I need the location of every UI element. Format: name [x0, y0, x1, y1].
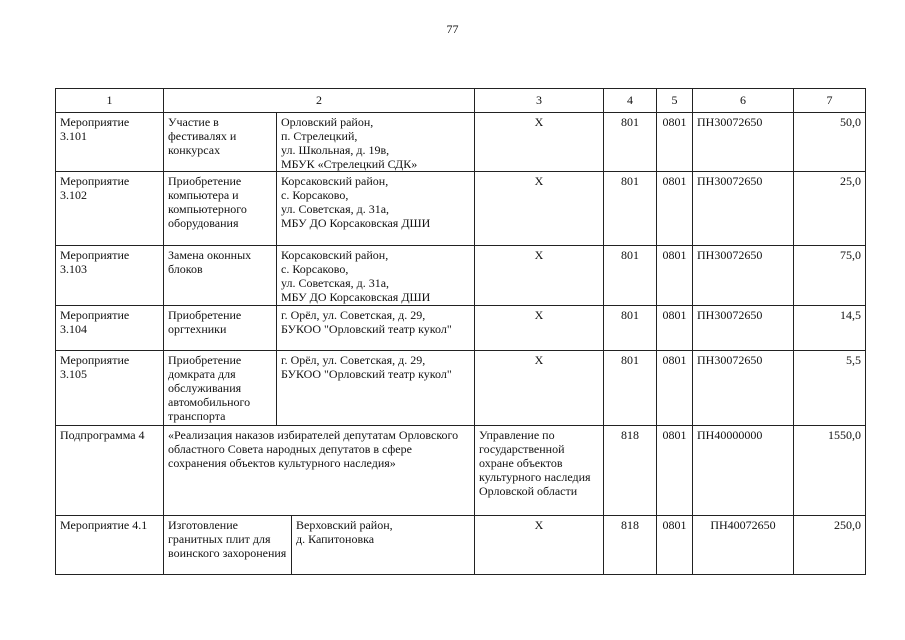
row-code-grbs: 818: [604, 516, 657, 575]
row-name: Мероприятие 3.101: [56, 113, 164, 172]
table-row: [56, 306, 866, 351]
row-name: Мероприятие 3.103: [56, 246, 164, 306]
row-amount: 50,0: [794, 113, 866, 172]
row-amount: 14,5: [794, 306, 866, 351]
row-description: Изготовление гранитных плит для воинского захоронения: [164, 516, 292, 575]
row-admin: Х: [475, 172, 604, 246]
row-code-section: 0801: [657, 516, 693, 575]
row-description: Замена оконных блоков: [164, 246, 277, 306]
header-cell: 6: [693, 89, 794, 113]
row-code-grbs: 801: [604, 351, 657, 426]
budget-table: [55, 88, 866, 575]
header-cell: 4: [604, 89, 657, 113]
row-address: Орловский район, п. Стрелецкий, ул. Школьная, д. 19в, МБУК «Стрелецкий СДК»: [277, 113, 475, 172]
row-name: Мероприятие 4.1: [56, 516, 164, 575]
subprogram-code-grbs: 818: [604, 426, 657, 516]
table-header-row: [56, 89, 866, 113]
subprogram-admin: Управление по государственной охране объектов культурного наследия Орловской области: [475, 426, 604, 516]
subprogram-description: «Реализация наказов избирателей депутатам Орловского областного Совета народных депутатов в сфере сохранения объектов культурного наследия»: [164, 426, 475, 516]
row-code-section: 0801: [657, 172, 693, 246]
row-code-target: ПН30072650: [693, 246, 794, 306]
row-address: г. Орёл, ул. Советская, д. 29, БУКОО "Орловский театр кукол": [277, 306, 475, 351]
page-number: 77: [446, 22, 459, 36]
row-description: Приобретение оргтехники: [164, 306, 277, 351]
row-code-grbs: 801: [604, 113, 657, 172]
row-amount: 250,0: [794, 516, 866, 575]
subprogram-amount: 1550,0: [794, 426, 866, 516]
table-row: [56, 516, 866, 575]
row-address: г. Орёл, ул. Советская, д. 29, БУКОО "Орловский театр кукол": [277, 351, 475, 426]
row-admin: Х: [475, 351, 604, 426]
row-code-section: 0801: [657, 306, 693, 351]
row-address: Корсаковский район, с. Корсаково, ул. Советская, д. 31а, МБУ ДО Корсаковская ДШИ: [277, 172, 475, 246]
row-description: Приобретение компьютера и компьютерного оборудования: [164, 172, 277, 246]
row-address: Корсаковский район, с. Корсаково, ул. Советская, д. 31а, МБУ ДО Корсаковская ДШИ: [277, 246, 475, 306]
row-amount: 25,0: [794, 172, 866, 246]
table-row: [56, 113, 866, 172]
row-admin: Х: [475, 306, 604, 351]
header-cell: 7: [794, 89, 866, 113]
row-code-grbs: 801: [604, 172, 657, 246]
header-cell: 1: [56, 89, 164, 113]
subprogram-row: [56, 426, 866, 516]
row-admin: Х: [475, 113, 604, 172]
row-name: Мероприятие 3.102: [56, 172, 164, 246]
table-row: [56, 246, 866, 306]
row-code-section: 0801: [657, 113, 693, 172]
row-code-grbs: 801: [604, 306, 657, 351]
row-amount: 75,0: [794, 246, 866, 306]
row-code-section: 0801: [657, 246, 693, 306]
row-admin: Х: [475, 516, 604, 575]
row-code-target: ПН30072650: [693, 172, 794, 246]
table-row: [56, 351, 866, 426]
row-code-section: 0801: [657, 351, 693, 426]
table-row: [56, 172, 866, 246]
row-name: Мероприятие 3.105: [56, 351, 164, 426]
row-amount: 5,5: [794, 351, 866, 426]
header-cell: 3: [475, 89, 604, 113]
row-description: Участие в фестивалях и конкурсах: [164, 113, 277, 172]
row-admin: Х: [475, 246, 604, 306]
header-cell: 2: [164, 89, 475, 113]
row-code-target: ПН30072650: [693, 306, 794, 351]
subprogram-code-section: 0801: [657, 426, 693, 516]
header-cell: 5: [657, 89, 693, 113]
subprogram-code-target: ПН40000000: [693, 426, 794, 516]
row-description: Приобретение домкрата для обслуживания автомобильного транспорта: [164, 351, 277, 426]
row-address: Верховский район, д. Капитоновка: [292, 516, 475, 575]
subprogram-name: Подпрограмма 4: [56, 426, 164, 516]
row-name: Мероприятие 3.104: [56, 306, 164, 351]
row-code-target: ПН40072650: [693, 516, 794, 575]
row-code-grbs: 801: [604, 246, 657, 306]
row-code-target: ПН30072650: [693, 113, 794, 172]
row-code-target: ПН30072650: [693, 351, 794, 426]
